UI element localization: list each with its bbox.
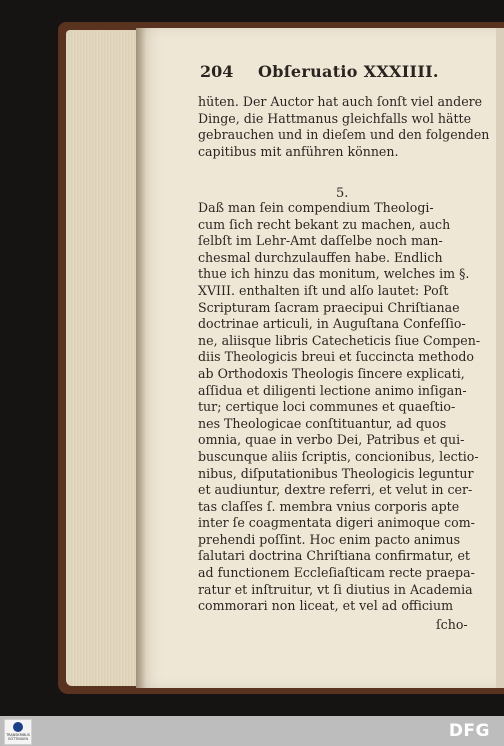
page-number: 204 <box>200 62 234 81</box>
text-line: aſſidua et diligenti lectione animo inſigan- <box>198 382 467 398</box>
text-line: ab Orthodoxis Theologis ſincere explicati, <box>198 365 465 381</box>
text-line: inter ſe coagmentata digeri animoque com- <box>198 515 475 531</box>
text-line: ne, aliisque libris Catecheticis ſiue Compen- <box>198 332 481 348</box>
text-line: buscunque aliis ſcriptis, concionibus, lectio- <box>198 448 479 464</box>
text-line: tas claſſes ſ. membra vnius corporis apte <box>198 498 460 514</box>
text-line: prehendi poſſint. Hoc enim pacto animus <box>198 531 461 547</box>
text-line: XVIII. enthalten iſt und alſo lautet: Poſt <box>198 282 449 298</box>
text-line: nes Theologicae conſtituantur, ad quos <box>198 415 447 431</box>
text-line: hüten. Der Auctor hat auch ſonſt viel andere <box>198 94 483 109</box>
library-logo-text: TRANSKRIBUS GÖTTINGEN <box>6 733 30 741</box>
text-line: ſalutari doctrina Chriſtiana confirmatur, et <box>198 548 470 564</box>
library-logo[interactable] <box>4 719 32 745</box>
section-number: 5. <box>336 186 349 201</box>
text-line: cum ſich recht bekant zu machen, auch <box>198 216 451 232</box>
text-line: nibus, diſputationibus Theologicis leguntur <box>198 465 474 481</box>
text-line: doctrinae articuli, in Auguſtana Confeſſio- <box>198 316 466 332</box>
dfg-logo[interactable]: DFG <box>448 721 490 741</box>
text-line: omnia, quae in verbo Dei, Patribus et qui- <box>198 432 465 448</box>
viewer-footer-bar <box>0 716 504 746</box>
text-line: Daß man ſein compendium Theologi- <box>198 200 434 215</box>
text-line: Dinge, die Hattmanus gleichfalls wol hätte <box>198 110 472 126</box>
text-line: diis Theologicis breui et ſuccincta methodo <box>198 349 475 365</box>
text-line: tur; certique loci communes et quaeſtio- <box>198 399 456 415</box>
running-header <box>200 62 500 86</box>
text-line: capitibus mit anführen können. <box>198 143 399 159</box>
text-line: ad functionem Eccleſiaſticam recte praepa- <box>198 565 475 581</box>
text-line: ratur et inſtruitur, vt ſi diutius in Academia <box>198 581 473 597</box>
catchword: ſcho- <box>436 617 468 632</box>
paragraph-2 <box>198 200 498 615</box>
page-gutter-shadow <box>136 28 146 688</box>
text-line: thue ich hinzu das monitum, welches im §. <box>198 266 470 282</box>
page-edges <box>66 30 138 686</box>
library-seal-icon <box>13 722 23 732</box>
text-line: ſelbſt im Lehr-Amt daſſelbe noch man- <box>198 233 443 249</box>
paragraph-1 <box>198 94 498 160</box>
text-line: chesmal durchzulauffen habe. Endlich <box>198 249 443 265</box>
text-line: Scripturam ſacram praecipui Chriſtianae <box>198 299 460 315</box>
running-title: Obſeruatio XXXIIII. <box>258 62 439 81</box>
text-line: et audiuntur, dextre referri, et velut in cer- <box>198 482 473 498</box>
text-line: commorari non liceat, et vel ad officium <box>198 598 454 614</box>
text-line: gebrauchen und in dieſem und den folgenden <box>198 127 490 143</box>
